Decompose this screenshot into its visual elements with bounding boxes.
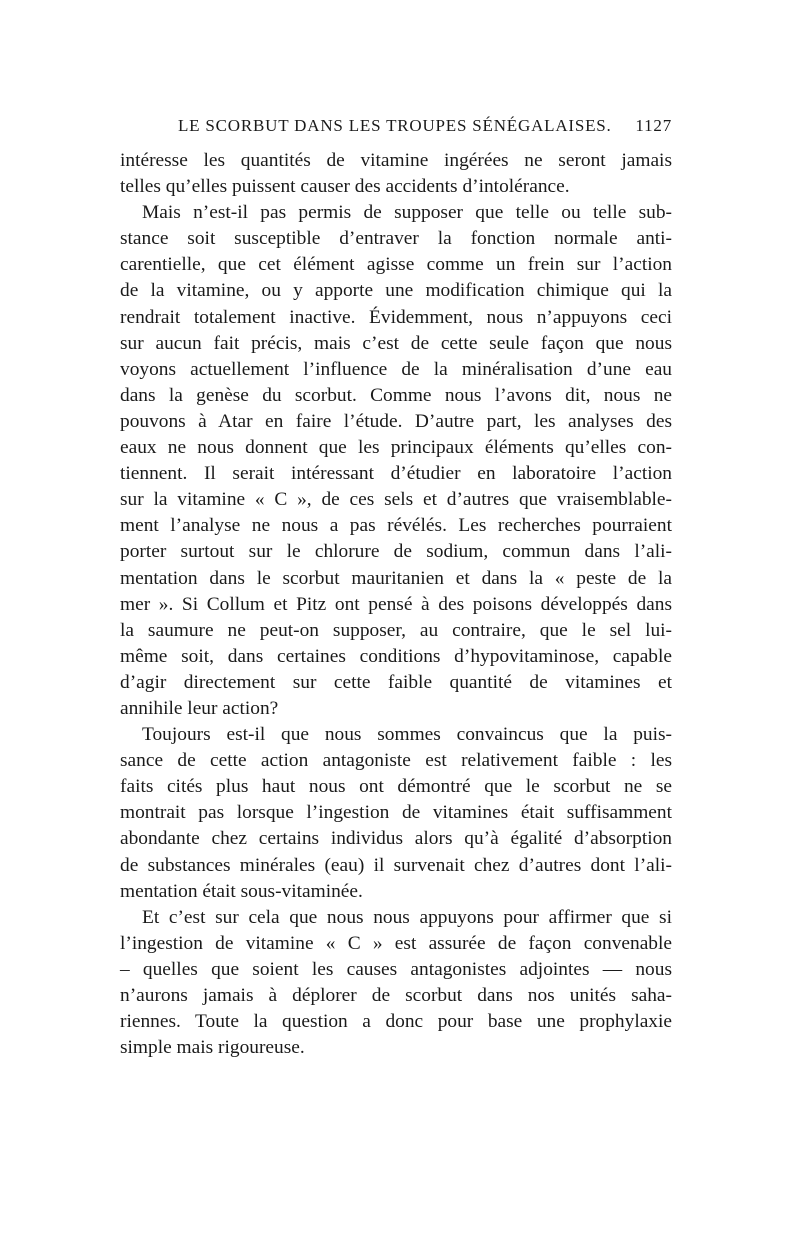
text-line: Toujours est-il que nous sommes convaincus que la puis- — [142, 724, 672, 746]
text-line: ment l’analyse ne nous a pas révélés. Les recherches pourraient — [120, 515, 672, 537]
text-line: voyons actuellement l’influence de la minéralisation d’une eau — [120, 358, 672, 380]
text-line: stance soit susceptible d’entraver la fonction normale anti- — [120, 228, 672, 250]
text-line: – quelles que soient les causes antagonistes adjointes — nous — [120, 958, 672, 980]
text-line: sur la vitamine « C », de ces sels et d’autres que vraisemblable- — [120, 489, 672, 511]
running-title: LE SCORBUT DANS LES TROUPES SÉNÉGALAISES. — [178, 116, 612, 135]
text-line: pouvons à Atar en faire l’étude. D’autre part, les analyses des — [120, 410, 672, 432]
book-page — [120, 116, 672, 1061]
paragraph — [120, 148, 672, 200]
text-line: l’ingestion de vitamine « C » est assurée de façon convenable — [120, 932, 672, 954]
text-line: rendrait totalement inactive. Évidemment, nous n’appuyons ceci — [120, 306, 672, 328]
text-line: sance de cette action antagoniste est relativement faible : les — [120, 750, 672, 772]
running-header — [120, 116, 672, 142]
text-line: telles qu’elles puissent causer des accidents d’intolérance. — [120, 176, 570, 198]
text-line: carentielle, que cet élément agisse comme un frein sur l’action — [120, 254, 672, 276]
text-line: dans la genèse du scorbut. Comme nous l’avons dit, nous ne — [120, 384, 672, 406]
text-line: de substances minérales (eau) il survenait chez d’autres dont l’ali- — [120, 854, 672, 876]
text-line: intéresse les quantités de vitamine ingérées ne seront jamais — [120, 150, 672, 171]
text-line: montrait pas lorsque l’ingestion de vitamines était suffisamment — [120, 802, 672, 824]
text-line: riennes. Toute la question a donc pour base une prophylaxie — [120, 1011, 672, 1033]
text-line: tiennent. Il serait intéressant d’étudier en laboratoire l’action — [120, 463, 672, 485]
text-line: sur aucun fait précis, mais c’est de cette seule façon que nous — [120, 332, 672, 354]
paragraph — [120, 722, 672, 905]
text-line: eaux ne nous donnent que les principaux éléments qu’elles con- — [120, 437, 672, 459]
text-line: Mais n’est-il pas permis de supposer que telle ou telle sub- — [142, 202, 672, 224]
paragraph — [120, 905, 672, 1062]
text-line: porter surtout sur le chlorure de sodium, commun dans l’ali- — [120, 541, 672, 563]
text-line: Et c’est sur cela que nous nous appuyons pour affirmer que si — [142, 906, 672, 928]
text-line: n’aurons jamais à déplorer de scorbut dans nos unités saha- — [120, 985, 672, 1006]
text-line: faits cités plus haut nous ont démontré que le scorbut ne se — [120, 776, 672, 798]
paragraph — [120, 200, 672, 722]
text-line: d’agir directement sur cette faible quantité de vitamines et — [120, 671, 672, 693]
text-line: mer ». Si Collum et Pitz ont pensé à des poisons développés dans — [120, 593, 672, 615]
text-line: simple mais rigoureuse. — [120, 1037, 305, 1059]
page-number: 1127 — [635, 116, 672, 135]
text-line: la saumure ne peut-on supposer, au contraire, que le sel lui- — [120, 619, 672, 641]
text-line: même soit, dans certaines conditions d’hypovitaminose, capable — [120, 645, 672, 667]
text-line: mentation était sous-vitaminée. — [120, 880, 363, 902]
text-line: de la vitamine, ou y apporte une modification chimique qui la — [120, 280, 672, 302]
text-line: annihile leur action? — [120, 697, 279, 719]
text-line: mentation dans le scorbut mauritanien et dans la « peste de la — [120, 567, 672, 589]
text-line: abondante chez certains individus alors qu’à égalité d’absorption — [120, 828, 672, 850]
body-text — [120, 148, 672, 1061]
